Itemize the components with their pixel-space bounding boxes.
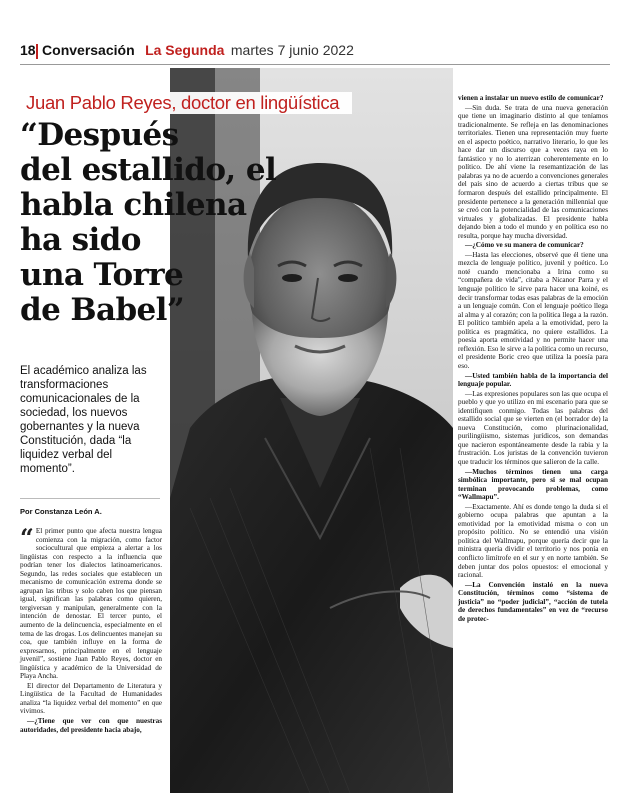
article-column-3 <box>458 94 608 624</box>
headline-line: “Después <box>20 117 179 153</box>
headline-line: de Babel” <box>20 292 185 328</box>
question: —La Convención instaló en la nueva Constitución, términos como “sistema de justicia” no “poder judicial”, “acción de tutela de derechos fundamentales” en vez de “recurso de protec- <box>458 580 608 623</box>
headline-line: habla chilena <box>20 187 247 223</box>
question: vienen a instalar un nuevo estilo de comunicar? <box>458 94 604 102</box>
page-number: 18 <box>20 42 36 58</box>
section-name: Conversación <box>42 42 135 58</box>
lead-divider <box>20 498 160 499</box>
paragraph: El director del Departamento de Literatura y Lingüística de la Facultad de Humanidades analiza “la liquidez verbal del momento” en que vivimos. <box>20 681 162 716</box>
header-rule <box>20 64 610 65</box>
header-divider <box>36 44 38 59</box>
headline-line: ha sido <box>20 222 141 258</box>
quote-mark-icon: “ <box>20 523 34 552</box>
paragraph-text: El primer punto que afecta nuestra lengua comienza con la migración, como factor sociocultural que empieza a alertar a los lingüistas con respecto a la influencia que podrían tener los dialectos latinoamericanos. Segundo, las redes sociales que establecen un mecanismo de comunicación extrema donde se agrupan las tribus y solo caben los que piensan igual, significan las palabras como quieren, tergiversan y manipulan, generalmente con la intención de denostar. El tercer punto, el aumento de la delincuencia, especialmente en el tema de las drogas. Los delincuentes manejan su coa, que también influye en la forma de expresarnos, principalmente en el lenguaje juvenil”, sostiene Juan Pablo Reyes, doctor en lingüística y académico de la Universidad de Playa Ancha. <box>20 527 162 681</box>
headline-line: del estallido, el <box>20 152 277 188</box>
newspaper-name: La Segunda <box>145 42 225 58</box>
issue-date: martes 7 junio 2022 <box>230 42 354 58</box>
question: —¿Tiene que ver con que nuestras autoridades, del presidente hacia abajo, <box>20 717 162 734</box>
answer: —Exactamente. Ahí es donde tengo la duda si el gobierno ocupa palabras que apuntan a la emotividad por la emotividad misma o con un propósito político. No se entendió una visión política del Wallmapu, porque quería decir que la ministra quería dividir el territorio y nos ponía en conflicto limítrofe en el sur y en norte también. Se deben juntar dos polos opuestos: el emocional y racional. <box>458 502 608 580</box>
kicker: Juan Pablo Reyes, doctor en lingüística <box>20 92 352 114</box>
page-header <box>20 42 440 60</box>
byline: Por Constanza León A. <box>20 507 102 516</box>
headline-line: una Torre <box>20 257 184 293</box>
article-column-1 <box>20 523 162 735</box>
question: —Muchos términos tienen una carga simbólica importante, pero si se mal ocupan terminan provocando problemas, como “Wallmapu”. <box>458 467 608 502</box>
headline <box>20 118 280 328</box>
answer: —Sin duda. Se trata de una nueva generación que tiene un imaginario distinto al que teníamos tradicionalmente. Se refleja en las denominaciones territoriales. Tienen una representación muy fuerte en el aspecto poético, narrativo literario, lo que les hace dar un discurso que a veces raya en lo fantástico y no lo aterrizan coherentemente en lo político. De ahí viene la resemantización de las palabras ya no de acuerdo a convenciones generales del país sino de acuerdo a ciertas tribus que se formaron después del estallido principalmente. El presidente pertenece a la generación millennial que se creó con la potencialidad de las comunicaciones virtuales y globalizadas. El presidente habla dejando bien a todo el mundo y en política eso no resulta, porque hay mucha diversidad. <box>458 103 608 240</box>
question: —Usted también habla de la importancia del lenguaje popular. <box>458 371 608 389</box>
answer: —Hasta las elecciones, observé que él tiene una mezcla de lenguaje político, juvenil y poético. Lo noté cuando mencionaba a Irina como su “compañera de vida”, citaba a Nicanor Parra y el lenguaje político le sirve para hacer una koiné, es decir transformar todas esas palabras de la emoción a un lenguaje común. Con el lenguaje poético llega al alma y al corazón; con la política llega a la razón. El político también apela a la emotividad, pero la política es pragmática, no quiere estallidos. La poesía aporta emotividad y no permite hacer una reflexión. Eso le sirve a la política como un recurso, el presidente Boric creo que utiliza la poesía para eso. <box>458 250 608 370</box>
lead-summary: El académico analiza las transformaciones comunicacionales de la sociedad, los nuevos gobernantes y la nueva Constitución, dada “la liquidez verbal del momento”. <box>20 365 147 475</box>
paragraph <box>20 523 162 681</box>
answer: —Las expresiones populares son las que ocupa el pueblo y que yo utilizo en mi escenario para que se identifiquen conmigo. Todas las palabras del estallido social que se vierten en (el borrador de) la nueva Constitución, como plurinacionalidad, purilingüismo, sistemas jurídicos, son demandas que nacieron espontáneamente desde la rabia y la frustración. Los juristas de la convención tuvieron que traducir los términos que salieron de la calle. <box>458 389 608 466</box>
question: —¿Cómo ve su manera de comunicar? <box>465 241 584 250</box>
